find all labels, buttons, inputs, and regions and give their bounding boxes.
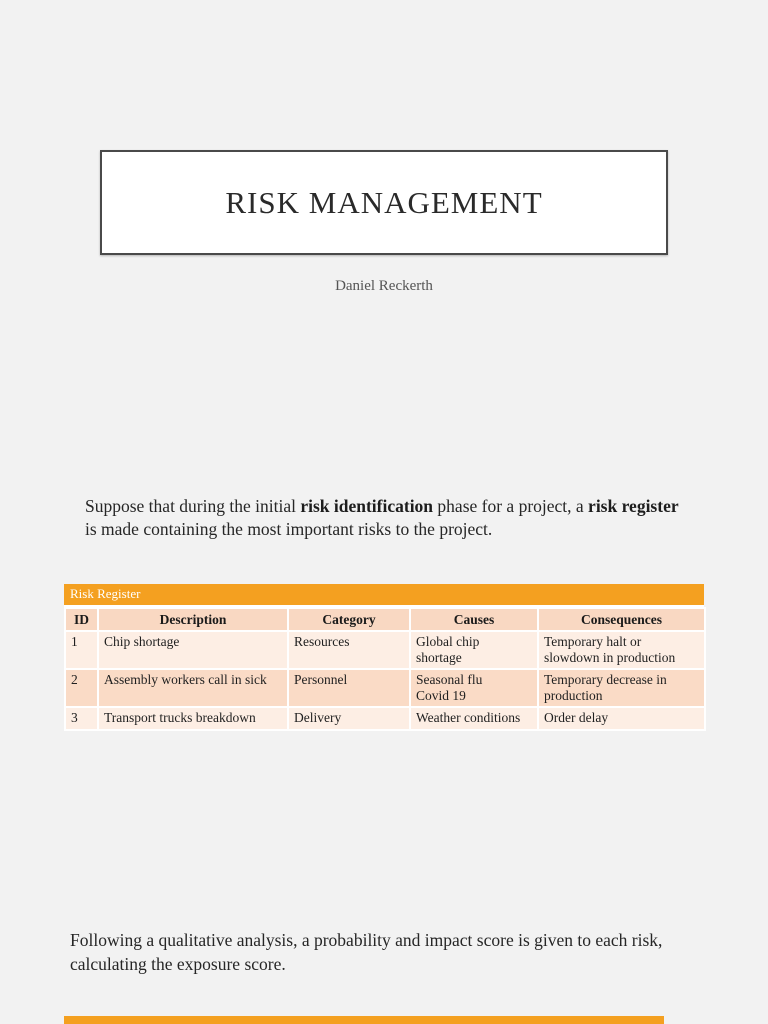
table-row: [65, 669, 705, 707]
cell-causes: [410, 707, 538, 730]
table-header-row: [65, 608, 705, 631]
cell-causes: [410, 631, 538, 669]
table-row: [65, 707, 705, 730]
header-description: Description: [98, 608, 288, 631]
cell-description: Transport trucks breakdown: [98, 707, 288, 730]
header-id: ID: [65, 608, 98, 631]
author-name: Daniel Reckerth: [335, 278, 433, 294]
intro-text-2: phase for a project, a: [433, 496, 589, 516]
intro-paragraph: [85, 495, 685, 541]
intro-text-1: Suppose that during the initial: [85, 496, 301, 516]
register-grid: [64, 607, 706, 731]
intro-text-3: is made containing the most important risks to the project.: [85, 519, 493, 539]
cell-description: Chip shortage: [98, 631, 288, 669]
cell-id: 3: [65, 707, 98, 730]
next-table-caption-bar: [64, 1016, 664, 1024]
cause-line: Global chip: [416, 634, 480, 649]
cause-line: shortage: [416, 649, 462, 665]
cell-consequences: Temporary decrease in production: [538, 669, 705, 707]
header-category: Category: [288, 608, 410, 631]
title-box: [100, 150, 668, 255]
cell-consequences: Order delay: [538, 707, 705, 730]
cell-category: Resources: [288, 631, 410, 669]
analysis-paragraph: Following a qualitative analysis, a probability and impact score is given to each risk, calculating the exposure score.: [70, 930, 663, 974]
intro-bold-risk-register: risk register: [588, 496, 679, 516]
intro-bold-risk-identification: risk identification: [300, 496, 434, 516]
cell-causes: [410, 669, 538, 707]
cell-id: 1: [65, 631, 98, 669]
cause-line: Seasonal flu: [416, 672, 483, 687]
table-row: [65, 631, 705, 669]
header-consequences: Consequences: [538, 608, 705, 631]
page-title: RISK MANAGEMENT: [225, 184, 543, 220]
cell-category: Personnel: [288, 669, 410, 707]
cell-category: Delivery: [288, 707, 410, 730]
cell-id: 2: [65, 669, 98, 707]
cause-line: Covid 19: [416, 687, 466, 703]
cell-description: Assembly workers call in sick: [98, 669, 288, 707]
table-caption: Risk Register: [64, 584, 704, 607]
header-causes: Causes: [410, 608, 538, 631]
cause-line: Weather conditions: [416, 710, 521, 725]
cell-consequences: Temporary halt or slowdown in production: [538, 631, 705, 669]
risk-register-table: [64, 584, 704, 731]
